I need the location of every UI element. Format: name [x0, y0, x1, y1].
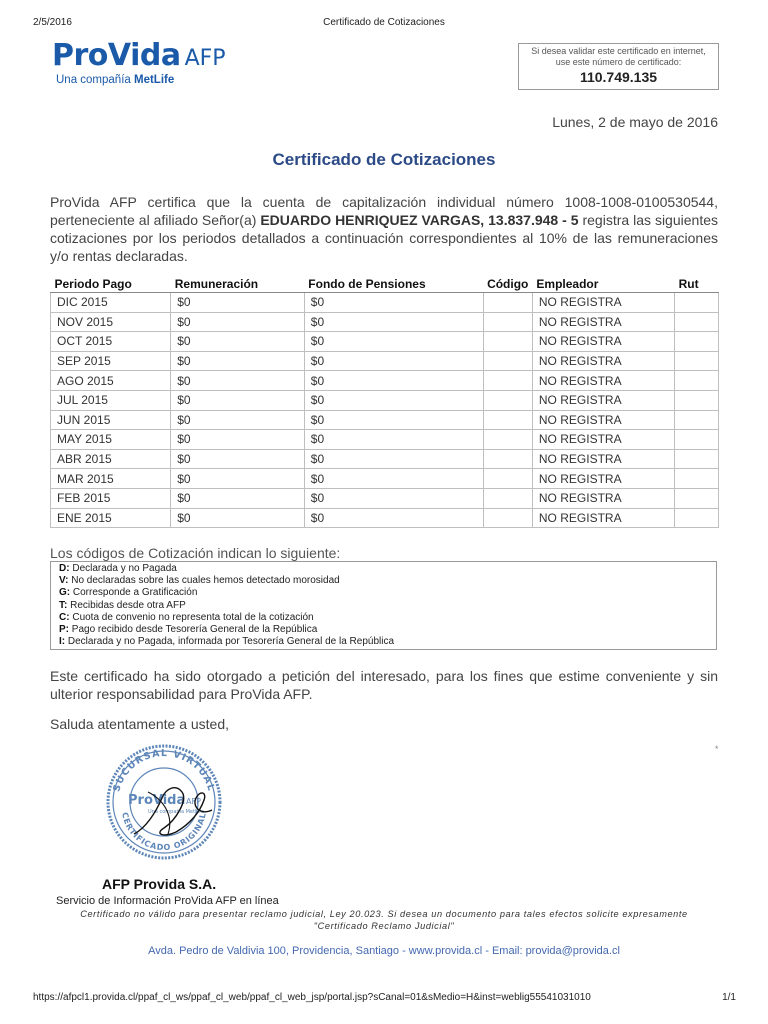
cell-col-rut: [675, 351, 719, 371]
cell-col-code: [483, 390, 532, 410]
cell-col-employer: NO REGISTRA: [532, 430, 674, 450]
seal-bottom-text: CERTIFICADO ORIGINAL: [120, 811, 208, 853]
header-col-code: Código: [483, 275, 532, 293]
cell-col-period: AGO 2015: [51, 371, 171, 391]
cell-col-rut: [675, 508, 719, 528]
validation-box: [518, 43, 719, 90]
cell-col-remuneration: $0: [171, 488, 305, 508]
cell-col-remuneration: $0: [171, 508, 305, 528]
contributions-table: [50, 275, 719, 528]
seal-afp: AFP: [186, 797, 201, 806]
table-row: [51, 449, 719, 469]
cell-col-employer: NO REGISTRA: [532, 390, 674, 410]
seal-brand: ProVida: [128, 793, 186, 808]
cell-col-pension-fund: $0: [304, 332, 483, 352]
intro-paragraph: [50, 193, 718, 265]
table-row: [51, 469, 719, 489]
cell-col-rut: [675, 371, 719, 391]
cell-col-employer: NO REGISTRA: [532, 332, 674, 352]
company-description: Servicio de Información ProVida AFP en línea: [56, 895, 279, 907]
table-header-row: [51, 275, 719, 293]
code-legend-item: [59, 563, 708, 575]
cell-col-rut: [675, 430, 719, 450]
header-col-employer: Empleador: [532, 275, 674, 293]
print-page-number: 1/1: [722, 992, 736, 1003]
code-description: Declarada y no Pagada: [69, 563, 177, 574]
code-description: Corresponde a Gratificación: [70, 587, 198, 599]
cell-col-pension-fund: $0: [304, 430, 483, 450]
cell-col-remuneration: $0: [171, 312, 305, 332]
seal-top-text: SUCURSAL VIRTUAL: [111, 747, 217, 794]
closing-paragraph: Este certificado ha sido otorgado a petición del interesado, para los fines que estime conveniente y sin ulterior responsabilidad para ProVida AFP.: [50, 668, 718, 702]
header-col-period: Periodo Pago: [51, 275, 171, 293]
print-url: https://afpcl1.provida.cl/ppaf_cl_ws/ppaf_cl_web/ppaf_cl_web_jsp/portal.jsp?sCanal=01&sMedio=H&inst=weblig55541031010: [33, 992, 591, 1003]
cell-col-period: MAY 2015: [51, 430, 171, 450]
code-description: Pago recibido desde Tesorería General de la República: [69, 624, 318, 636]
cell-col-code: [483, 488, 532, 508]
cell-col-employer: NO REGISTRA: [532, 410, 674, 430]
logo-brand: ProVida: [52, 38, 181, 73]
provida-logo: [52, 38, 226, 86]
table-row: [51, 488, 719, 508]
logo-afp: AFP: [184, 46, 226, 71]
logo-tagline-text: Una compañía: [56, 74, 131, 86]
codes-heading: Los códigos de Cotización indican lo siguiente:: [50, 545, 341, 561]
seal-sub: Una compañía MetLife: [148, 809, 204, 815]
cell-col-pension-fund: $0: [304, 312, 483, 332]
print-title: Certificado de Cotizaciones: [323, 17, 445, 28]
cell-col-period: FEB 2015: [51, 488, 171, 508]
cell-col-rut: [675, 312, 719, 332]
cell-col-remuneration: $0: [171, 332, 305, 352]
intro-text: ProVida AFP certifica que la cuenta de capitalización individual número 1008-1008-0100530544, perteneciente al afiliado Señor(a): [50, 194, 718, 228]
cell-col-pension-fund: $0: [304, 469, 483, 489]
cell-col-rut: [675, 332, 719, 352]
code-letter: I:: [59, 636, 66, 648]
cell-col-period: JUL 2015: [51, 390, 171, 410]
cell-col-employer: NO REGISTRA: [532, 449, 674, 469]
cell-col-employer: NO REGISTRA: [532, 371, 674, 391]
validation-text: Si desea validar este certificado en internet, use este número de certificado:: [531, 46, 706, 67]
code-legend-item: [59, 612, 708, 624]
header-col-pension-fund: Fondo de Pensiones: [304, 275, 483, 293]
code-letter: T:: [59, 599, 68, 611]
header-col-remuneration: Remuneración: [171, 275, 305, 293]
print-date: 2/5/2016: [33, 17, 72, 28]
cell-col-period: ENE 2015: [51, 508, 171, 528]
cell-col-pension-fund: $0: [304, 390, 483, 410]
cell-col-pension-fund: $0: [304, 351, 483, 371]
cell-col-code: [483, 351, 532, 371]
cell-col-code: [483, 293, 532, 313]
cell-col-remuneration: $0: [171, 293, 305, 313]
code-description: No declaradas sobre las cuales hemos detectado morosidad: [68, 575, 340, 587]
cell-col-code: [483, 508, 532, 528]
cell-col-remuneration: $0: [171, 351, 305, 371]
svg-text:SUCURSAL VIRTUAL: [111, 748, 217, 793]
cell-col-employer: NO REGISTRA: [532, 312, 674, 332]
cell-col-rut: [675, 410, 719, 430]
logo-tagline-brand: MetLife: [134, 74, 175, 86]
document-title: Certificado de Cotizaciones: [272, 150, 496, 169]
company-name: AFP Provida S.A.: [102, 876, 217, 892]
cell-col-pension-fund: $0: [304, 449, 483, 469]
cell-col-remuneration: $0: [171, 449, 305, 469]
table-row: [51, 390, 719, 410]
code-letter: C:: [59, 611, 70, 623]
asterisk-mark: *: [715, 744, 719, 754]
code-legend-item: [59, 600, 708, 612]
table-row: [51, 508, 719, 528]
certificate-number: 110.749.135: [579, 69, 658, 85]
cell-col-period: SEP 2015: [51, 351, 171, 371]
intro-text-end: registra las siguientes cotizaciones por los periodos detallados a continuación correspondientes al 10% de las remuneraciones y/o rentas declaradas.: [50, 212, 718, 264]
cell-col-code: [483, 332, 532, 352]
cell-col-rut: [675, 488, 719, 508]
code-legend-item: [59, 636, 708, 648]
cell-col-employer: NO REGISTRA: [532, 351, 674, 371]
cell-col-code: [483, 371, 532, 391]
cell-col-pension-fund: $0: [304, 410, 483, 430]
table-row: [51, 410, 719, 430]
cell-col-pension-fund: $0: [304, 371, 483, 391]
footer-address: Avda. Pedro de Valdivia 100, Providencia, Santiago - www.provida.cl - Email: provida@provida.cl: [148, 945, 620, 957]
cell-col-pension-fund: $0: [304, 488, 483, 508]
cell-col-code: [483, 430, 532, 450]
table-row: [51, 430, 719, 450]
cell-col-pension-fund: $0: [304, 508, 483, 528]
code-letter: D:: [59, 563, 70, 574]
cell-col-employer: NO REGISTRA: [532, 488, 674, 508]
cell-col-period: JUN 2015: [51, 410, 171, 430]
code-legend-item: [59, 575, 708, 587]
document-date: Lunes, 2 de mayo de 2016: [552, 114, 718, 130]
greeting: Saluda atentamente a usted,: [50, 716, 230, 732]
disclaimer-line-1: Certificado no válido para presentar reclamo judicial, Ley 20.023. Si desea un documento para tales efectos solicite expresamente: [80, 909, 688, 919]
cell-col-employer: NO REGISTRA: [532, 508, 674, 528]
cell-col-rut: [675, 469, 719, 489]
header-col-rut: Rut: [675, 275, 719, 293]
cell-col-rut: [675, 449, 719, 469]
cell-col-remuneration: $0: [171, 469, 305, 489]
table-row: [51, 293, 719, 313]
cell-col-code: [483, 410, 532, 430]
cell-col-employer: NO REGISTRA: [532, 469, 674, 489]
cell-col-remuneration: $0: [171, 430, 305, 450]
virtual-branch-seal: [104, 742, 224, 860]
code-letter: V:: [59, 575, 69, 587]
code-description: Recibidas desde otra AFP: [67, 599, 186, 611]
cell-col-remuneration: $0: [171, 390, 305, 410]
code-legend-item: [59, 624, 708, 636]
cell-col-code: [483, 469, 532, 489]
affiliate-name: EDUARDO HENRIQUEZ VARGAS, 13.837.948 - 5: [260, 212, 579, 228]
cell-col-employer: NO REGISTRA: [532, 293, 674, 313]
cell-col-period: DIC 2015: [51, 293, 171, 313]
code-legend-item: [59, 587, 708, 599]
cell-col-period: MAR 2015: [51, 469, 171, 489]
code-description: Declarada y no Pagada, informada por Tesorería General de la República: [65, 636, 395, 648]
cell-col-period: OCT 2015: [51, 332, 171, 352]
cell-col-remuneration: $0: [171, 371, 305, 391]
table-row: [51, 371, 719, 391]
cell-col-rut: [675, 293, 719, 313]
codes-legend-box: [50, 561, 717, 650]
cell-col-period: ABR 2015: [51, 449, 171, 469]
cell-col-code: [483, 312, 532, 332]
cell-col-rut: [675, 390, 719, 410]
table-body: [51, 293, 719, 528]
disclaimer-line-2: "Certificado Reclamo Judicial": [313, 921, 455, 931]
table-row: [51, 332, 719, 352]
cell-col-period: NOV 2015: [51, 312, 171, 332]
cell-col-pension-fund: $0: [304, 293, 483, 313]
table-row: [51, 312, 719, 332]
code-description: Cuota de convenio no representa total de la cotización: [69, 611, 314, 623]
cell-col-code: [483, 449, 532, 469]
code-letter: G:: [59, 587, 71, 599]
code-letter: P:: [59, 624, 69, 636]
cell-col-remuneration: $0: [171, 410, 305, 430]
table-row: [51, 351, 719, 371]
